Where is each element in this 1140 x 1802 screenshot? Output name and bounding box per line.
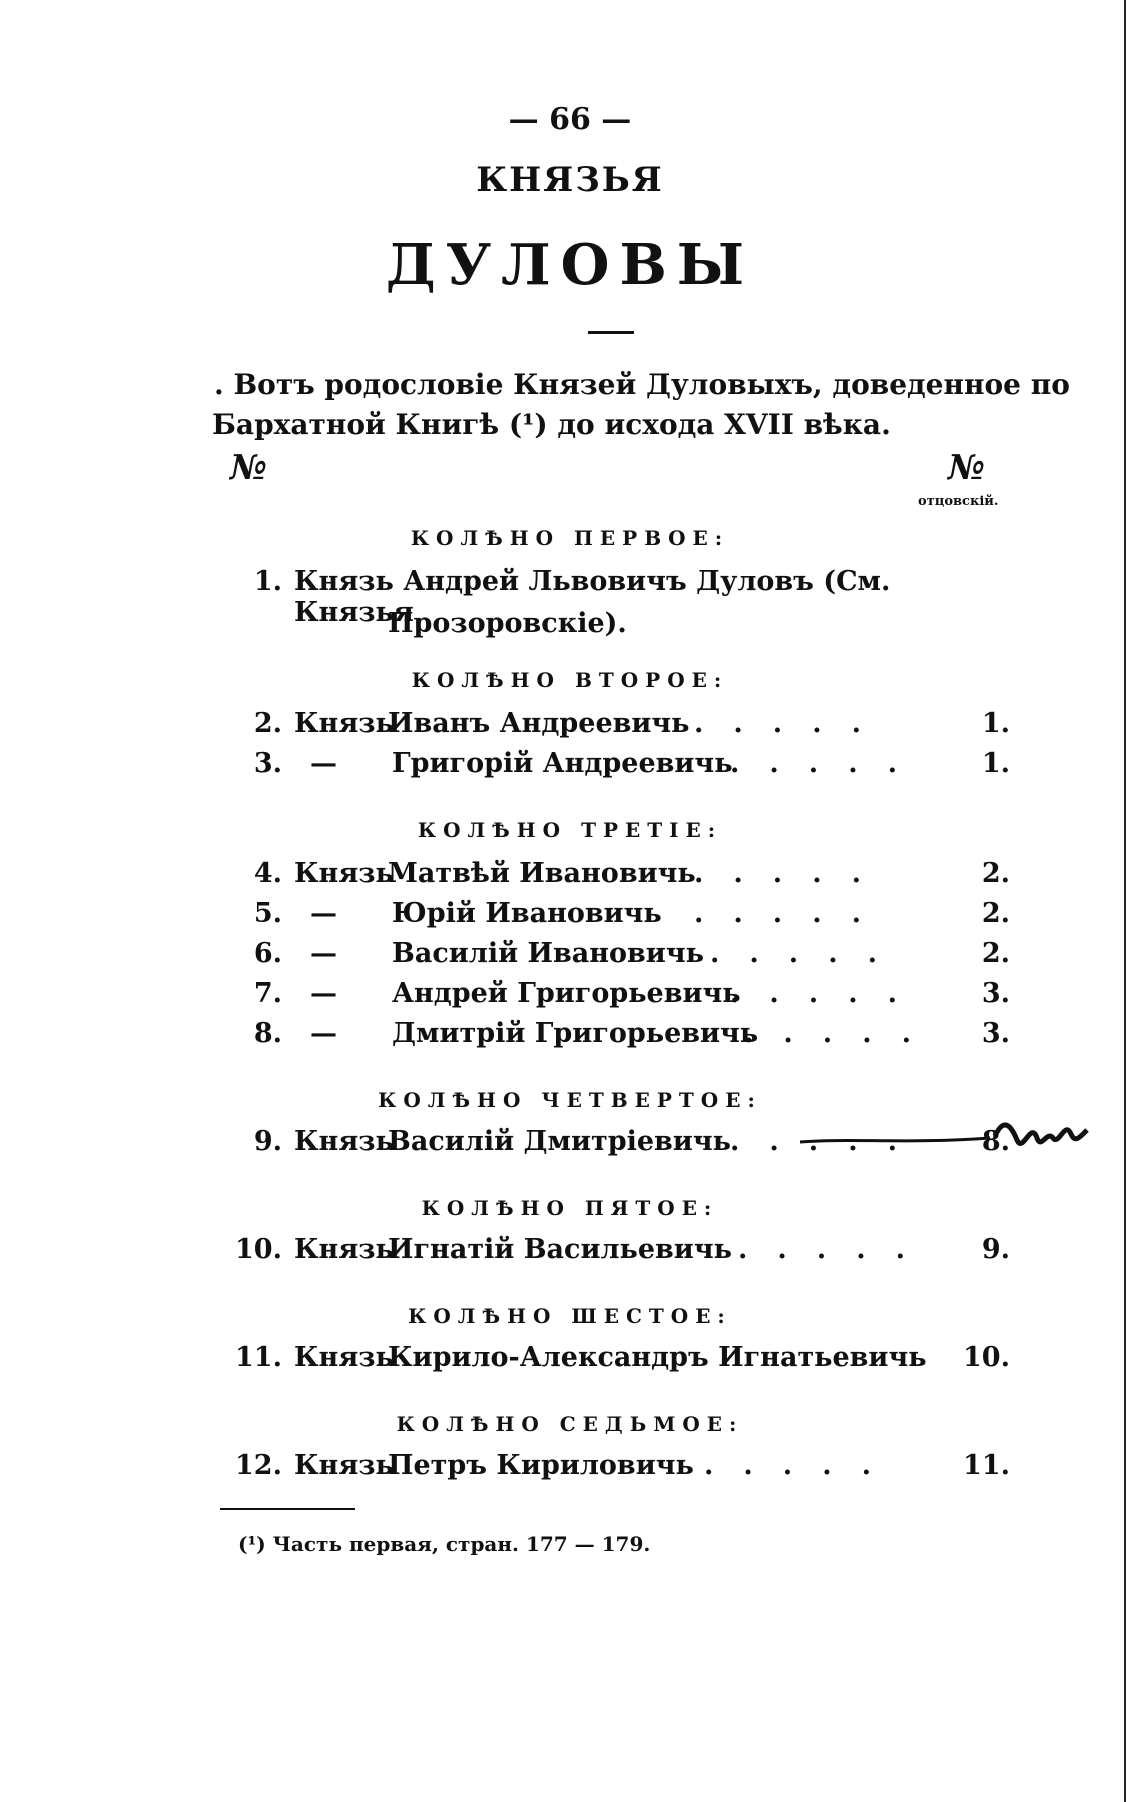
genealogy-entry: [210, 1450, 1010, 1486]
intro-line-2: Бархатной Книгѣ (¹) до исхода XVII вѣка.: [212, 408, 891, 441]
column-sign-left: №: [230, 448, 267, 488]
column-caption-otcovsky: отцовскій.: [918, 494, 999, 509]
entry-prefix: Князь: [294, 708, 394, 739]
dot-leader: .....: [710, 938, 907, 969]
father-number: 1.: [981, 708, 1010, 739]
genealogy-entry-continuation: [210, 608, 1010, 644]
entry-name: Василій Ивановичь: [392, 938, 704, 969]
entry-prefix: —: [310, 938, 337, 969]
entry-prefix: —: [310, 898, 337, 929]
entry-prefix: Князь: [294, 1342, 394, 1373]
entry-number: 9.: [253, 1126, 282, 1157]
entry-prefix: —: [310, 748, 337, 779]
genealogy-entry: [210, 1342, 1010, 1378]
dot-leader: .....: [730, 1126, 927, 1157]
entry-number: 4.: [253, 858, 282, 889]
generation-heading: КОЛѢНО ТРЕТІЕ:: [417, 818, 723, 842]
entry-prefix: Князь: [294, 1450, 394, 1481]
father-number: 3.: [981, 978, 1010, 1009]
handwritten-signature: [790, 1108, 1090, 1168]
column-sign-right: №: [948, 448, 985, 488]
entry-name: Григорій Андреевичь: [392, 748, 733, 779]
entry-name: Василій Дмитріевичь: [388, 1126, 731, 1157]
entry-number: 5.: [253, 898, 282, 929]
entry-name: Кирило-Александръ Игнатьевичь: [388, 1342, 927, 1373]
entry-number: 7.: [253, 978, 282, 1009]
family-heading-knyazya: КНЯЗЬЯ: [476, 160, 664, 200]
entry-number: 3.: [253, 748, 282, 779]
page-number: — 66 —: [508, 102, 632, 137]
father-number: 9.: [981, 1234, 1010, 1265]
entry-prefix: —: [310, 978, 337, 1009]
footnote-rule: [220, 1508, 355, 1510]
dot-leader: .....: [730, 748, 927, 779]
entry-name: Игнатій Васильевичь: [388, 1234, 732, 1265]
entry-number: 1.: [253, 566, 282, 597]
generation-heading: КОЛѢНО СЕДЬМОЕ:: [396, 1412, 744, 1436]
father-number: 2.: [981, 858, 1010, 889]
dot-leader: .....: [694, 708, 891, 739]
genealogy-entry: [210, 748, 1010, 784]
generation-heading: КОЛѢНО ШЕСТОЕ:: [408, 1304, 732, 1328]
entry-prefix: Князь: [294, 1126, 394, 1157]
genealogy-entry: [210, 938, 1010, 974]
father-number: 2.: [981, 938, 1010, 969]
entry-number: 6.: [253, 938, 282, 969]
entry-number: 12.: [235, 1450, 282, 1481]
genealogy-entry: [210, 708, 1010, 744]
entry-text-line-1: Князь Андрей Львовичъ Дуловъ (См. Князья: [294, 566, 891, 628]
entry-number: 2.: [253, 708, 282, 739]
genealogy-entry: [210, 1234, 1010, 1270]
title-dash: [588, 331, 634, 334]
genealogy-entry: [210, 858, 1010, 894]
dot-leader: .....: [730, 978, 927, 1009]
entry-name: Матвѣй Ивановичь: [388, 858, 696, 889]
genealogy-entry: [210, 1018, 1010, 1054]
intro-line-1: . Вотъ родословіе Князей Дуловыхъ, доведенное по: [214, 368, 1070, 401]
footnote: (¹) Часть первая, стран. 177 — 179.: [238, 1532, 651, 1556]
father-number: 11.: [963, 1450, 1010, 1481]
dot-leader: .....: [738, 1234, 935, 1265]
generation-heading: КОЛѢНО ПЯТОЕ:: [421, 1196, 719, 1220]
genealogy-entry: [210, 898, 1010, 934]
entry-prefix: Князь: [294, 1234, 394, 1265]
dot-leader: .....: [694, 898, 891, 929]
entry-number: 11.: [235, 1342, 282, 1373]
generation-heading: КОЛѢНО ПЕРВОЕ:: [410, 526, 730, 550]
genealogy-entry: [210, 978, 1010, 1014]
entry-number: 10.: [235, 1234, 282, 1265]
generation-heading: КОЛѢНО ВТОРОЕ:: [411, 668, 729, 692]
father-number: 10.: [963, 1342, 1010, 1373]
dot-leader: .....: [694, 858, 891, 889]
father-number: 1.: [981, 748, 1010, 779]
generation-heading: КОЛѢНО ЧЕТВЕРТОЕ:: [378, 1088, 762, 1112]
entry-prefix: Князь: [294, 858, 394, 889]
father-number: 2.: [981, 898, 1010, 929]
family-title: ДУЛОВЫ: [385, 232, 755, 298]
entry-name: Дмитрій Григорьевичь: [392, 1018, 759, 1049]
father-number: 3.: [981, 1018, 1010, 1049]
dot-leader: .....: [744, 1018, 941, 1049]
dot-leader: .....: [704, 1450, 901, 1481]
father-number: 8.: [981, 1126, 1010, 1157]
entry-name: Андрей Григорьевичь: [392, 978, 741, 1009]
entry-text-line-2: Прозоровскіе).: [388, 608, 627, 639]
entry-prefix: —: [310, 1018, 337, 1049]
entry-name: Юрій Ивановичь: [392, 898, 662, 929]
entry-name: Петръ Кириловичь: [388, 1450, 694, 1481]
entry-name: Иванъ Андреевичь: [388, 708, 690, 739]
entry-number: 8.: [253, 1018, 282, 1049]
